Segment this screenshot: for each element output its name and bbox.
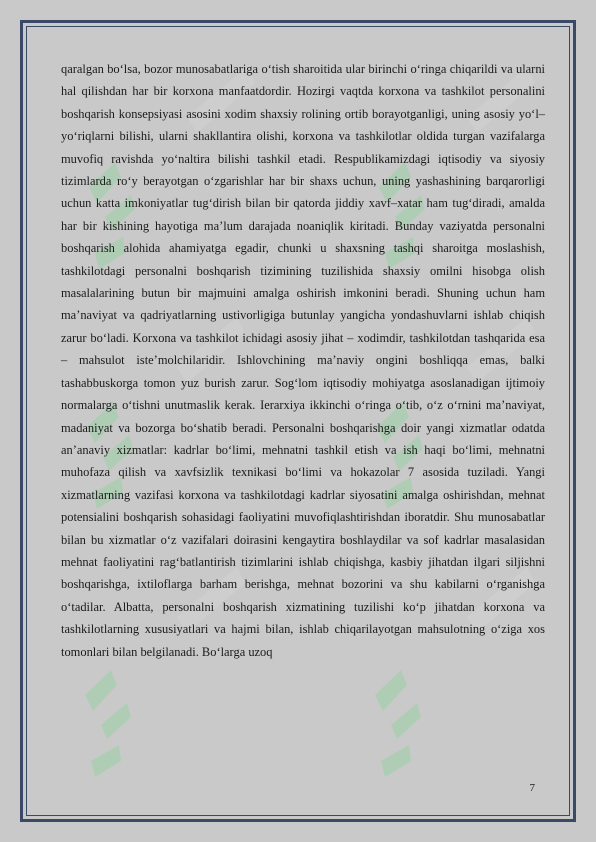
page-number: 7 xyxy=(529,782,535,794)
document-page xyxy=(20,20,576,822)
body-paragraph: qaralgan boʻlsa, bozor munosabatlariga oʻtish sharoitida ular birinchi oʻringa chiqarildi va ularni hal qilishdan har bir korxona manfaatdordir. Hozirgi vaqtda korxona va tashkilot personalini boshqarish konsepsiyasi asosini xodim shaxsiy rolining ortib borayotganligi, uning asosiy yoʻl–yoʻriqlarni bilishi, ularni shakllantira olishi, korxona va tashkilotlar oldida turgan vazifalarga muvofiq ravishda yoʻnaltira bilishi tashkil etadi. Respublikamizdagi iqtisodiy va siyosiy tizimlarda roʻy berayotgan oʻzgarishlar har bir shaxs uchun, uning yashashining barqarorligi uchun katta imkoniyatlar tugʻdirish bilan bir qatorda jiddiy xavf–xatar ham tugʻdiradi, amalda har bir kishining hayotiga maʼlum darajada noaniqlik kiritadi. Bunday vaziyatda personalni boshqarish alohida ahamiyatga egadir, chunki u shaxsning tashqi sharoitga moslashish, tashkilotdagi personalni boshqarish tizimining tuzilishida shaxsiy omilni hisobga olish masalalarining butun bir majmuini amalga oshirish imkonini beradi. Shuning uchun ham maʼnaviyat va qadriyatlarning ustivorligiga butunlay yangicha yondashuvlarni ishlab chiqish zarur boʻladi. Korxona va tashkilot ichidagi asosiy jihat – xodimdir, tashkilotdan tashqarida esa – mahsulot isteʼmolchilaridir. Ishlovchining maʼnaviy ongini boshliqqa emas, balki tashabbuskorga tomon yuz burish zarur. Sogʻlom iqtisodiy mohiyatga asoslanadigan ijtimoiy normalarga oʻtishni unutmaslik kerak. Ierarxiya ikkinchi oʻringa oʻtib, oʻz oʻrnini maʼnaviyat, madaniyat va bozorga boʻshatib beradi. Personalni boshqarishga doir yangi xizmatlar odatda anʼanaviy xizmatlar: kadrlar boʻlimi, mehnatni tashkil etish va ish haqi boʻlimi, mehnatni muhofaza qilish va xavfsizlik texnikasi boʻlimi va hokazolar 7 asosida tuziladi. Yangi xizmatlarning vazifasi korxona va tashkilotdagi kadrlar siyosatini amalga oshirishdan, mehnat potensialini boshqarish sohasidagi faoliyatini muvofiqlashtirishdan iboratdir. Shu munosabatlar bilan bu xizmatlar oʻz vazifalari doirasini kengaytira boshlaydilar va sof kadrlar masalasidan mehnat faoliyatini ragʻbatlantirish tizimlarini ishlab chiqishga, kasbiy jihatdan ilgari siljishni boshqarishga, ixtiloflarga barham berishga, mehnat bozorini va shu kabilarni oʻrganishga oʻtadilar. Albatta, personalni boshqarish xizmatining tuzilishi koʻp jihatdan korxona va tashkilotlarning xususiyatlari va hajmi bilan, ishlab chiqarilayotgan mahsulotning oʻziga xos tomonlari bilan belgilanadi. Boʻlarga uzoq xyxy=(61,62,545,659)
page-border xyxy=(26,26,570,816)
